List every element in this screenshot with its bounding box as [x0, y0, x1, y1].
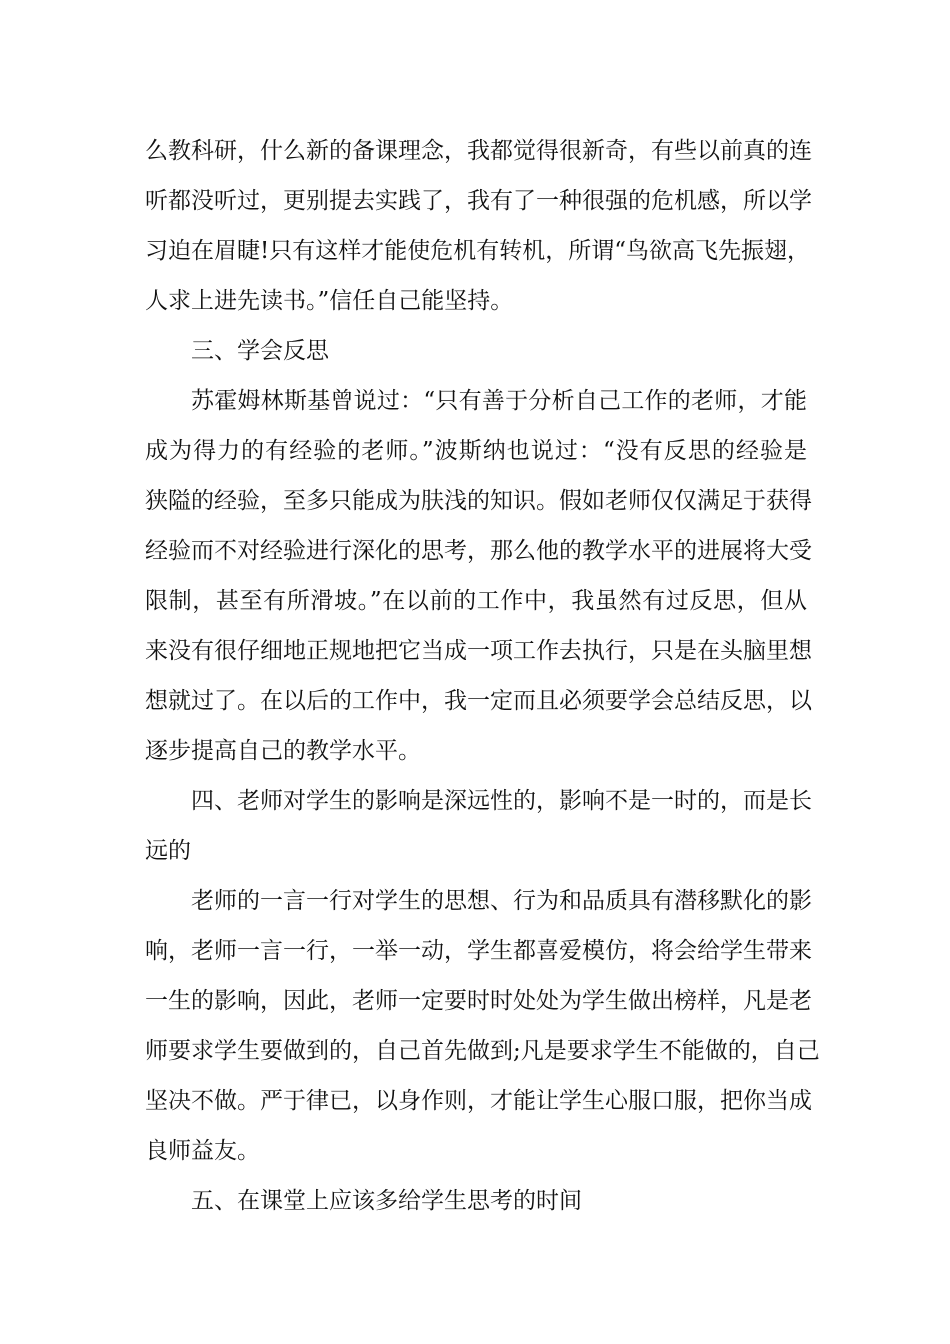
text-line: 苏霍姆林斯基曾说过：“只有善于分析自己工作的老师，才能 — [191, 388, 807, 414]
text-line: 逐步提高自己的教学水平。 — [145, 738, 421, 764]
text-line: 经验而不对经验进行深化的思考，那么他的教学水平的进展将大受 — [145, 538, 812, 564]
section-heading: 五、在课堂上应该多给学生思考的时间 — [191, 1188, 582, 1214]
text-line: 听都没听过，更别提去实践了，我有了一种很强的危机感，所以学 — [145, 188, 812, 214]
text-line: 人求上进先读书。”信任自己能坚持。 — [145, 288, 514, 314]
text-line: 想就过了。在以后的工作中，我一定而且必须要学会总结反思，以 — [145, 688, 812, 714]
section-heading: 四、老师对学生的影响是深远性的，影响不是一时的，而是长 — [191, 788, 812, 814]
section-heading: 三、学会反思 — [191, 338, 329, 364]
text-line: 坚决不做。严于律已，以身作则，才能让学生心服口服，把你当成 — [145, 1088, 812, 1114]
text-line: 一生的影响，因此，老师一定要时时处处为学生做出榜样，凡是老 — [145, 988, 812, 1014]
text-line: 么教科研，什么新的备课理念，我都觉得很新奇，有些以前真的连 — [145, 138, 812, 164]
section-heading-continuation: 远的 — [145, 838, 191, 864]
text-line: 老师的一言一行对学生的思想、行为和品质具有潜移默化的影 — [191, 888, 812, 914]
text-line: 良师益友。 — [145, 1138, 260, 1164]
text-line: 限制，甚至有所滑坡。”在以前的工作中，我虽然有过反思，但从 — [145, 588, 807, 614]
text-line: 狭隘的经验，至多只能成为肤浅的知识。假如老师仅仅满足于获得 — [145, 488, 812, 514]
text-line: 成为得力的有经验的老师。”波斯纳也说过：“没有反思的经验是 — [145, 438, 807, 464]
text-line: 师要求学生要做到的，自己首先做到;凡是要求学生不能做的，自己 — [145, 1038, 820, 1064]
text-line: 响，老师一言一行，一举一动，学生都喜爱模仿，将会给学生带来 — [145, 938, 812, 964]
text-line: 来没有很仔细地正规地把它当成一项工作去执行，只是在头脑里想 — [145, 638, 812, 664]
text-line: 习迫在眉睫!只有这样才能使危机有转机，所谓“鸟欲高飞先振翅， — [145, 238, 811, 264]
